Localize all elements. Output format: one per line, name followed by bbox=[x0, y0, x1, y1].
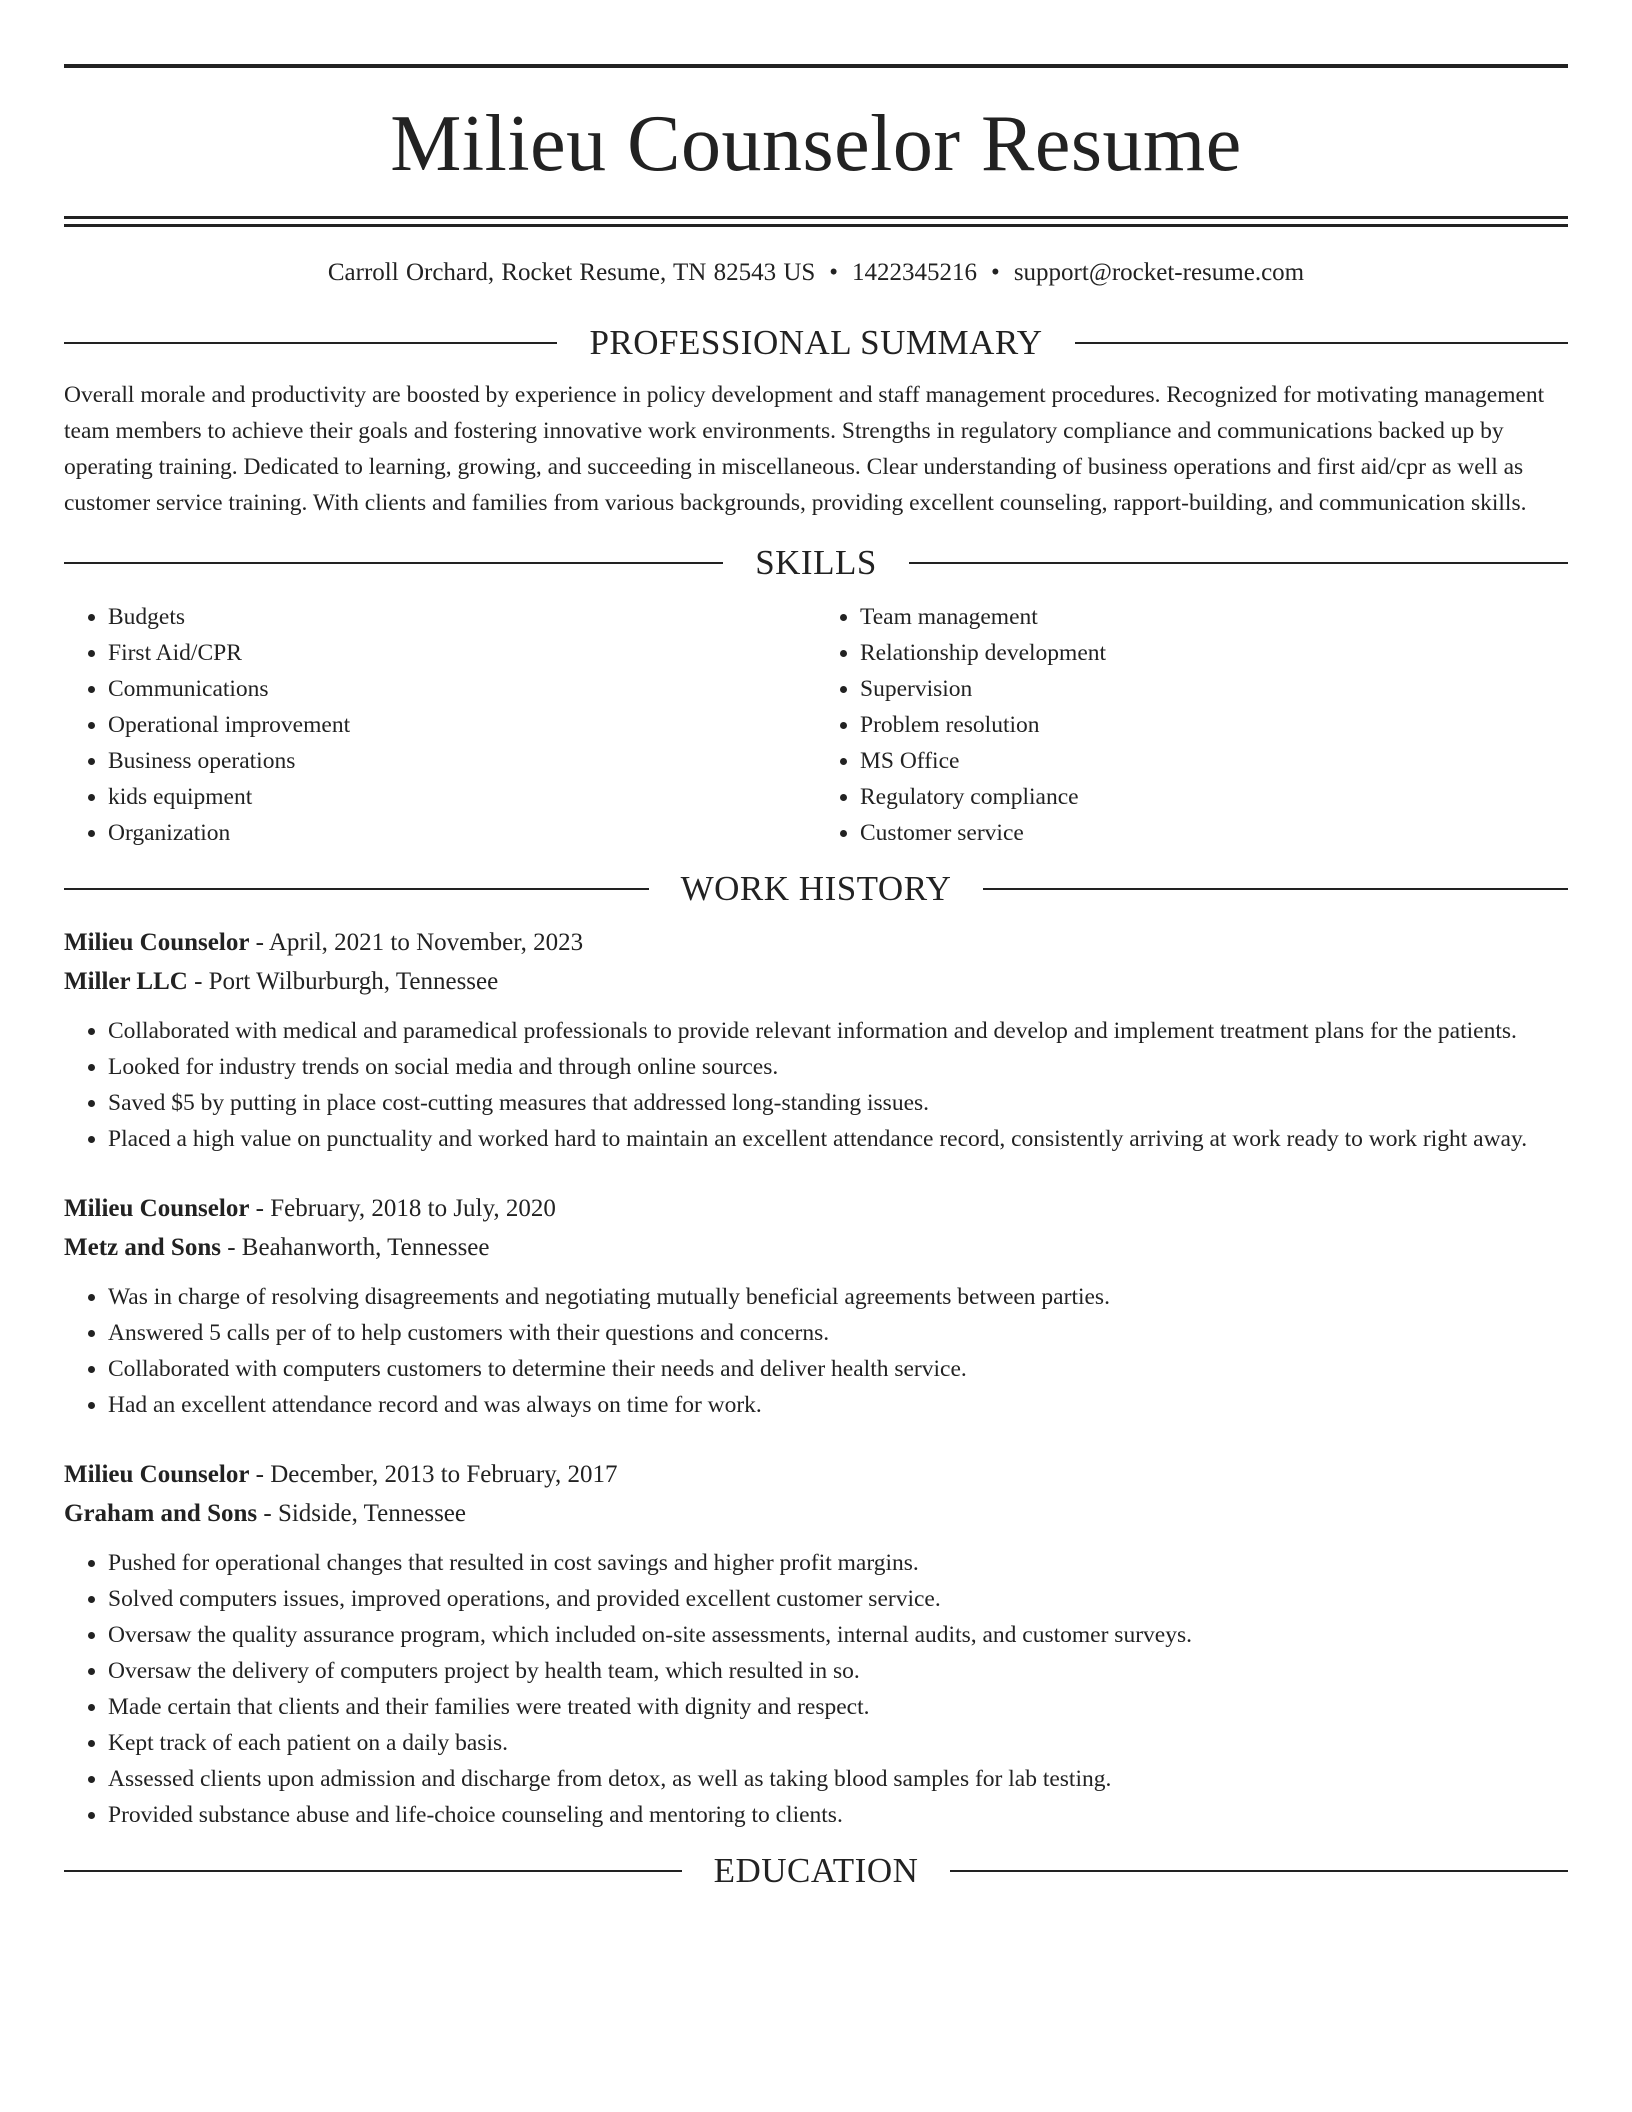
skills-column-left bbox=[64, 599, 816, 851]
job-company: Miller LLC bbox=[64, 968, 188, 995]
top-rule bbox=[64, 64, 1568, 68]
job-role-line bbox=[64, 923, 1568, 962]
skills-list bbox=[64, 599, 1568, 851]
resume-title: Milieu Counselor Resume bbox=[390, 100, 1242, 188]
summary-text: Overall morale and productivity are boosted by experience in policy development and staff management procedures. Recognized for motivating management team members to achieve their goals and fostering innovative work environments. Strengths in regulatory compliance and communications backed up by operating training. Dedicated to learning, growing, and succeeding in miscellaneous. Clear understanding of business operations and first aid/cpr as well as customer service training. With clients and families from various backgrounds, providing excellent counseling, rapport-building, and communication skills. bbox=[64, 382, 1545, 516]
contact-separator: • bbox=[991, 259, 1000, 286]
job-role-line bbox=[64, 1455, 1568, 1494]
job-role: Milieu Counselor bbox=[64, 929, 250, 956]
job-bullet: • Provided substance abuse and life-choice counseling and mentoring to clients. bbox=[108, 1797, 1568, 1833]
job-entry bbox=[64, 923, 1568, 1157]
job-bullet: • Had an excellent attendance record and was always on time for work. bbox=[108, 1387, 1568, 1423]
skill-item: • MS Office bbox=[860, 743, 1568, 779]
skill-item: • Organization bbox=[108, 815, 816, 851]
section-heading-summary bbox=[64, 323, 1568, 363]
job-bullet: • Placed a high value on punctuality and worked hard to maintain an excellent attendance record, consistently arriving at work ready to work right away. bbox=[108, 1121, 1568, 1157]
skill-item: • Relationship development bbox=[860, 635, 1568, 671]
job-bullet: • Collaborated with medical and paramedical professionals to provide relevant information and develop and implement treatment plans for the patients. bbox=[108, 1013, 1568, 1049]
contact-separator: • bbox=[829, 259, 839, 286]
heading-rule-left bbox=[64, 342, 557, 344]
job-location: - Sidside, Tennessee bbox=[257, 1500, 466, 1527]
heading-rule-left bbox=[64, 888, 649, 890]
section-heading-skills bbox=[64, 543, 1568, 583]
heading-rule-left bbox=[64, 1870, 682, 1872]
job-entry bbox=[64, 1189, 1568, 1423]
contact-email[interactable]: support@rocket-resume.com bbox=[1013, 259, 1305, 286]
contact-phone[interactable]: 1422345216 bbox=[852, 259, 978, 286]
resume-page bbox=[64, 64, 1568, 1891]
job-company: Metz and Sons bbox=[64, 1234, 221, 1261]
section-heading-education bbox=[64, 1851, 1568, 1891]
job-bullet: • Oversaw the delivery of computers project by health team, which resulted in so. bbox=[108, 1653, 1568, 1689]
section-title: EDUCATION bbox=[713, 1851, 919, 1890]
job-bullet: • Made certain that clients and their families were treated with dignity and respect. bbox=[108, 1689, 1568, 1725]
contact-line bbox=[64, 259, 1568, 287]
section-title: WORK HISTORY bbox=[680, 869, 952, 908]
heading-rule-right bbox=[983, 888, 1568, 890]
job-dates: - December, 2013 to February, 2017 bbox=[249, 1461, 618, 1488]
skill-item: • Communications bbox=[108, 671, 816, 707]
job-bullet: • Looked for industry trends on social media and through online sources. bbox=[108, 1049, 1568, 1085]
skill-item: • Supervision bbox=[860, 671, 1568, 707]
job-bullets bbox=[64, 1279, 1568, 1423]
job-company-line bbox=[64, 1494, 1568, 1533]
skill-item: • Customer service bbox=[860, 815, 1568, 851]
heading-rule-right bbox=[909, 562, 1568, 564]
skill-item: • Business operations bbox=[108, 743, 816, 779]
heading-rule-right bbox=[1075, 342, 1568, 344]
job-bullet: • Pushed for operational changes that resulted in cost savings and higher profit margins. bbox=[108, 1545, 1568, 1581]
skill-item: • Operational improvement bbox=[108, 707, 816, 743]
job-bullet: • Was in charge of resolving disagreements and negotiating mutually beneficial agreements between parties. bbox=[108, 1279, 1568, 1315]
job-company-line bbox=[64, 1228, 1568, 1267]
section-title: SKILLS bbox=[755, 543, 877, 582]
job-role-line bbox=[64, 1189, 1568, 1228]
job-entry bbox=[64, 1455, 1568, 1833]
job-bullet: • Kept track of each patient on a daily basis. bbox=[108, 1725, 1568, 1761]
job-bullet: • Solved computers issues, improved operations, and provided excellent customer service. bbox=[108, 1581, 1568, 1617]
skill-item: • Problem resolution bbox=[860, 707, 1568, 743]
job-bullets bbox=[64, 1545, 1568, 1833]
skill-item: • First Aid/CPR bbox=[108, 635, 816, 671]
job-bullets bbox=[64, 1013, 1568, 1157]
job-location: - Port Wilburburgh, Tennessee bbox=[187, 968, 499, 995]
job-bullet: • Oversaw the quality assurance program, which included on-site assessments, internal audits, and customer surveys. bbox=[108, 1617, 1568, 1653]
skills-column-right bbox=[816, 599, 1568, 851]
job-role: Milieu Counselor bbox=[64, 1195, 250, 1222]
job-dates: - April, 2021 to November, 2023 bbox=[249, 929, 584, 956]
job-location: - Beahanworth, Tennessee bbox=[220, 1234, 490, 1261]
heading-rule-right bbox=[950, 1870, 1568, 1872]
skill-item: • Regulatory compliance bbox=[860, 779, 1568, 815]
job-role: Milieu Counselor bbox=[64, 1461, 250, 1488]
section-heading-work-history bbox=[64, 869, 1568, 909]
job-bullet: • Saved $5 by putting in place cost-cutting measures that addressed long-standing issues. bbox=[108, 1085, 1568, 1121]
title-double-rule bbox=[64, 216, 1568, 227]
skill-item: • kids equipment bbox=[108, 779, 816, 815]
job-company-line bbox=[64, 962, 1568, 1001]
section-title: PROFESSIONAL SUMMARY bbox=[589, 323, 1043, 362]
job-company: Graham and Sons bbox=[64, 1500, 258, 1527]
job-dates: - February, 2018 to July, 2020 bbox=[249, 1195, 556, 1222]
contact-address: Carroll Orchard, Rocket Resume, TN 82543 US bbox=[327, 259, 816, 286]
job-bullet: • Assessed clients upon admission and discharge from detox, as well as taking blood samples for lab testing. bbox=[108, 1761, 1568, 1797]
heading-rule-left bbox=[64, 562, 723, 564]
skill-item: • Budgets bbox=[108, 599, 816, 635]
job-bullet: • Answered 5 calls per of to help customers with their questions and concerns. bbox=[108, 1315, 1568, 1351]
skill-item: • Team management bbox=[860, 599, 1568, 635]
job-bullet: • Collaborated with computers customers to determine their needs and deliver health service. bbox=[108, 1351, 1568, 1387]
